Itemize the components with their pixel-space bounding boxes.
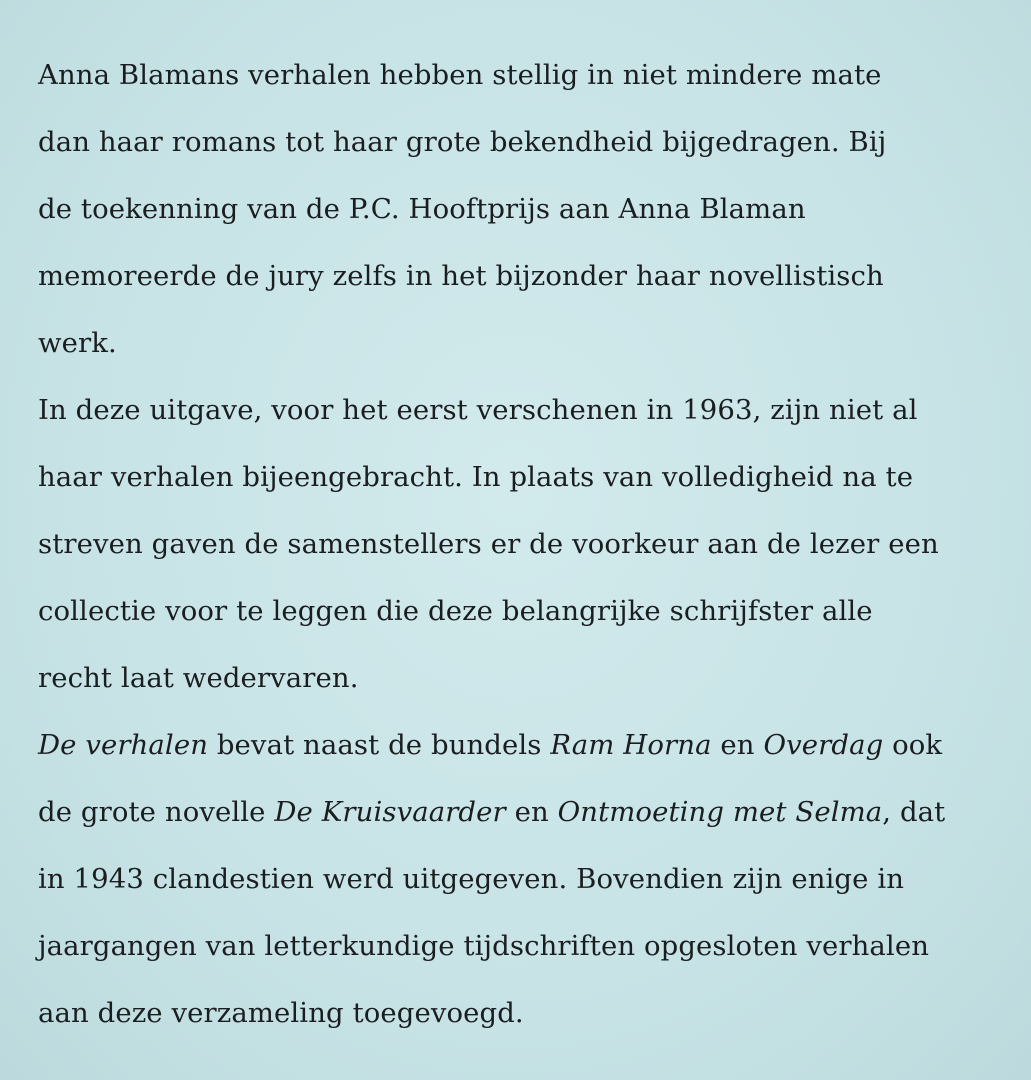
text-run: , dat	[882, 796, 946, 828]
book-title-de-kruisvaarder: De Kruisvaarder	[274, 796, 506, 828]
text-line	[38, 779, 1011, 846]
text-line: collectie voor te leggen die deze belangrijke schrijfster alle	[38, 595, 873, 627]
text-line: dan haar romans tot haar grote bekendheid bijgedragen. Bij	[38, 126, 887, 158]
book-title-ram-horna: Ram Horna	[550, 729, 712, 761]
text-line: recht laat wedervaren.	[38, 662, 359, 694]
text-line	[38, 712, 1011, 779]
text-line: memoreerde de jury zelfs in het bijzonder haar novellistisch	[38, 260, 884, 292]
paragraph-3	[38, 712, 1011, 1047]
text-line: streven gaven de samenstellers er de voorkeur aan de lezer een	[38, 528, 939, 560]
text-run: en	[711, 729, 764, 761]
text-line: in 1943 clandestien werd uitgegeven. Bovendien zijn enige in	[38, 863, 905, 895]
text-run: bevat naast de bundels	[208, 729, 551, 761]
text-line: werk.	[38, 327, 117, 359]
text-run: ook	[883, 729, 943, 761]
paragraph-2	[38, 377, 1011, 712]
paragraph-1	[38, 42, 1011, 377]
book-title-overdag: Overdag	[763, 729, 884, 761]
text-line: de toekenning van de P.C. Hooftprijs aan Anna Blaman	[38, 193, 806, 225]
text-line: aan deze verzameling toegevoegd.	[38, 997, 524, 1029]
text-line: jaargangen van letterkundige tijdschriften opgesloten verhalen	[38, 930, 930, 962]
text-line: Anna Blamans verhalen hebben stellig in niet mindere mate	[38, 59, 882, 91]
book-title-de-verhalen: De verhalen	[38, 729, 209, 761]
text-line: haar verhalen bijeengebracht. In plaats van volledigheid na te	[38, 461, 914, 493]
text-line: In deze uitgave, voor het eerst verschenen in 1963, zijn niet al	[38, 394, 918, 426]
book-title-ontmoeting-met-selma: Ontmoeting met Selma	[557, 796, 883, 828]
text-run: de grote novelle	[38, 796, 275, 828]
text-run: en	[505, 796, 558, 828]
blurb-text	[38, 42, 1011, 1047]
